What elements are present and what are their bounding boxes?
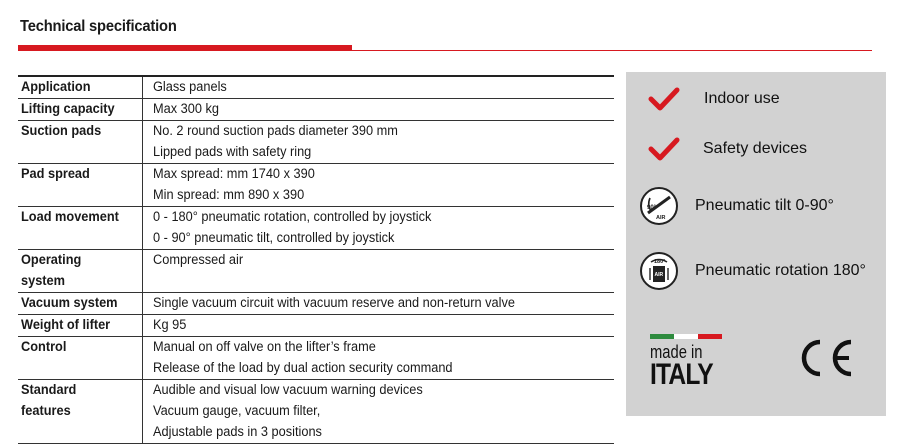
spec-label-text: Load movement (21, 209, 119, 225)
spec-value-line: Compressed air (153, 252, 244, 268)
italy-text: ITALY (650, 358, 713, 391)
spec-value (143, 250, 615, 293)
title-underline-rule (352, 50, 872, 51)
spec-label-text: system (21, 273, 66, 289)
spec-row (18, 99, 614, 121)
spec-value-line: Max 300 kg (153, 101, 220, 117)
spec-label (18, 337, 143, 380)
feature-label: Indoor use (704, 90, 780, 107)
spec-label (18, 293, 143, 315)
spec-value (143, 207, 615, 250)
spec-label (18, 99, 143, 121)
spec-value-line: Release of the load by dual action security command (153, 360, 453, 376)
spec-row (18, 207, 614, 250)
made-in-italy-logo (650, 334, 724, 394)
spec-label (18, 164, 143, 207)
rotation-badge-angle: 180° (654, 259, 666, 265)
spec-row (18, 380, 614, 444)
spec-value-line: Audible and visual low vacuum warning devices (153, 382, 423, 398)
spec-label-text: Control (21, 339, 67, 355)
feature-pneumatic-rotation (640, 252, 866, 290)
spec-label-text: Weight of lifter (21, 317, 111, 333)
made-in-text: made in (650, 342, 703, 362)
spec-value-line: Kg 95 (153, 317, 187, 333)
spec-row (18, 121, 614, 164)
pneumatic-rotation-icon (640, 252, 678, 290)
feature-safety-devices (648, 136, 807, 162)
spec-row (18, 315, 614, 337)
spec-label-text: Vacuum system (21, 295, 118, 311)
feature-panel (626, 72, 886, 416)
spec-value-line: Min spread: mm 890 x 390 (153, 187, 305, 203)
spec-value (143, 121, 615, 164)
spec-label-text: Standard (21, 382, 77, 398)
feature-label: Pneumatic rotation 180° (695, 262, 866, 279)
spec-value (143, 380, 615, 444)
spec-row (18, 337, 614, 380)
spec-row (18, 164, 614, 207)
tilt-badge-angle: 90° (647, 205, 657, 211)
spec-value-line: Single vacuum circuit with vacuum reserve and non-return valve (153, 295, 515, 311)
spec-label-text: Suction pads (21, 123, 102, 139)
checkmark-icon (648, 136, 680, 162)
spec-row (18, 250, 614, 293)
spec-label (18, 121, 143, 164)
spec-value (143, 337, 615, 380)
spec-label (18, 250, 143, 293)
spec-table (18, 75, 614, 444)
spec-value-line: Adjustable pads in 3 positions (153, 424, 322, 440)
spec-value-line: 0 - 180° pneumatic rotation, controlled by joystick (153, 209, 432, 225)
spec-label (18, 380, 143, 444)
feature-label: Pneumatic tilt 0-90° (695, 197, 834, 214)
spec-label (18, 76, 143, 99)
pneumatic-tilt-icon (640, 187, 678, 225)
title-underline-accent (18, 45, 352, 51)
spec-label-text: Pad spread (21, 166, 90, 182)
spec-value (143, 99, 615, 121)
spec-value-line: Max spread: mm 1740 x 390 (153, 166, 315, 182)
spec-label (18, 315, 143, 337)
spec-value (143, 76, 615, 99)
spec-label-text: Operating (21, 252, 82, 268)
section-title: Technical specification (20, 18, 177, 35)
spec-value (143, 315, 615, 337)
spec-label (18, 207, 143, 250)
spec-value-line: Lipped pads with safety ring (153, 144, 312, 160)
spec-label-text: Application (21, 79, 91, 95)
spec-value-line: Manual on off valve on the lifter’s frame (153, 339, 376, 355)
feature-pneumatic-tilt (640, 187, 834, 225)
ce-mark-icon (794, 338, 856, 378)
feature-label: Safety devices (703, 140, 808, 157)
feature-indoor-use (648, 86, 780, 112)
rotation-badge-air: AIR (654, 272, 664, 278)
spec-label-text: Lifting capacity (21, 101, 115, 117)
spec-value (143, 293, 615, 315)
italian-flag-stripe (650, 334, 722, 339)
tilt-badge-air: AIR (656, 215, 666, 221)
spec-row (18, 76, 614, 99)
spec-label-text: features (21, 403, 71, 419)
spec-value-line: No. 2 round suction pads diameter 390 mm (153, 123, 398, 139)
spec-value-line: Glass panels (153, 79, 227, 95)
spec-value-line: Vacuum gauge, vacuum filter, (153, 403, 321, 419)
spec-value-line: 0 - 90° pneumatic tilt, controlled by joystick (153, 230, 395, 246)
spec-value (143, 164, 615, 207)
checkmark-icon (648, 86, 680, 112)
spec-row (18, 293, 614, 315)
